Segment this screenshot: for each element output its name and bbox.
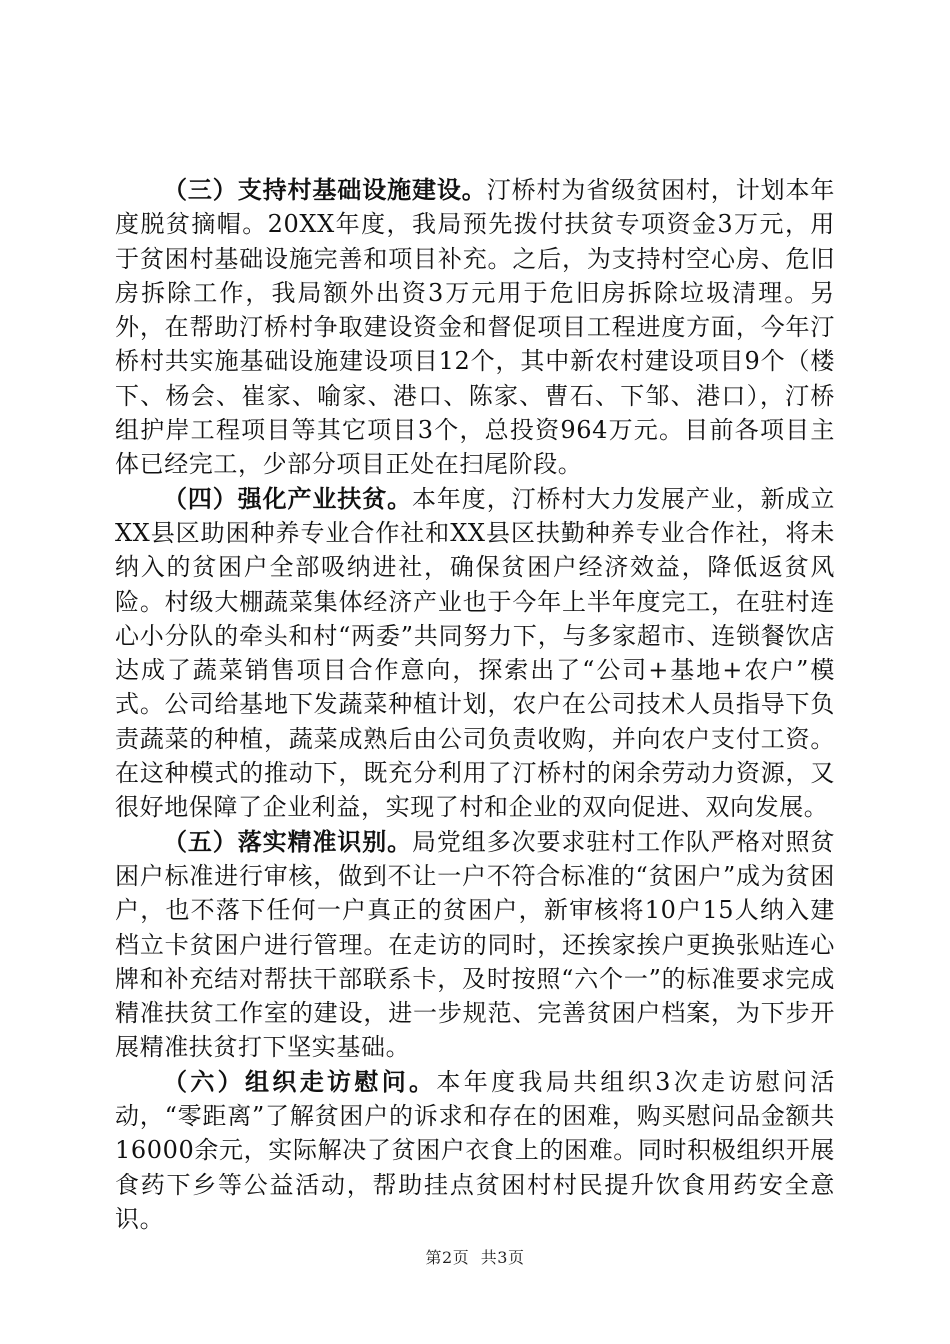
paragraph-heading: （五）落实精准识别。 [163,826,412,856]
paragraph-heading: （四）强化产业扶贫。 [163,483,412,513]
document-body [115,173,835,1236]
paragraph-text: 本年度我局共组织3次走访慰问活动，“零距离”了解贫困户的诉求和存在的困难，购买慰问品金额共16000余元，实际解决了贫困户衣食上的困难。同时积极组织开展食药下乡等公益活动，帮助挂点贫困村村民提升饮食用药安全意识。 [115,1067,835,1233]
paragraph-text: 局党组多次要求驻村工作队严格对照贫困户标准进行审核，做到不让一户不符合标准的“贫困户”成为贫困户，也不落下任何一户真正的贫困户，新审核将10户15人纳入建档立卡贫困户进行管理。在走访的同时，还挨家挨户更换张贴连心牌和补充结对帮扶干部联系卡，及时按照“六个一”的标准要求完成精准扶贫工作室的建设，进一步规范、完善贫困户档案，为下步开展精准扶贫打下坚实基础。 [115,827,835,1062]
paragraph-text: 本年度，汀桥村大力发展产业，新成立XX县区助困种养专业合作社和XX县区扶勤种养专业合作社，将未纳入的贫困户全部吸纳进社，确保贫困户经济效益，降低返贫风险。村级大棚蔬菜集体经济产业也于今年上半年度完工，在驻村连心小分队的牵头和村“两委”共同努力下，与多家超市、连锁餐饮店达成了蔬菜销售项目合作意向，探索出了“公司+基地+农户”模式。公司给基地下发蔬菜种植计划，农户在公司技术人员指导下负责蔬菜的种植，蔬菜成熟后由公司负责收购，并向农户支付工资。在这种模式的推动下，既充分利用了汀桥村的闲余劳动力资源，又很好地保障了企业利益，实现了村和企业的双向促进、双向发展。 [115,484,835,822]
paragraph-industry [115,482,835,825]
paragraph-infrastructure [115,173,835,482]
page-footer: 第2页 共3页 [425,1248,525,1267]
paragraph-identification [115,825,835,1065]
paragraph-heading: （六）组织走访慰问。 [163,1066,437,1096]
paragraph-visits [115,1065,835,1236]
paragraph-text: 汀桥村为省级贫困村，计划本年度脱贫摘帽。20XX年度，我局预先拨付扶贫专项资金3万元，用于贫困村基础设施完善和项目补充。之后，为支持村空心房、危旧房拆除工作，我局额外出资3万元用于危旧房拆除垃圾清理。另外，在帮助汀桥村争取建设资金和督促项目工程进度方面，今年汀桥村共实施基础设施建设项目12个，其中新农村建设项目9个（楼下、杨会、崔家、喻家、港口、陈家、曹石、下邹、港口），汀桥组护岸工程项目等其它项目3个，总投资964万元。目前各项目主体已经完工，少部分项目正处在扫尾阶段。 [115,176,835,479]
paragraph-heading: （三）支持村基础设施建设。 [163,175,487,204]
